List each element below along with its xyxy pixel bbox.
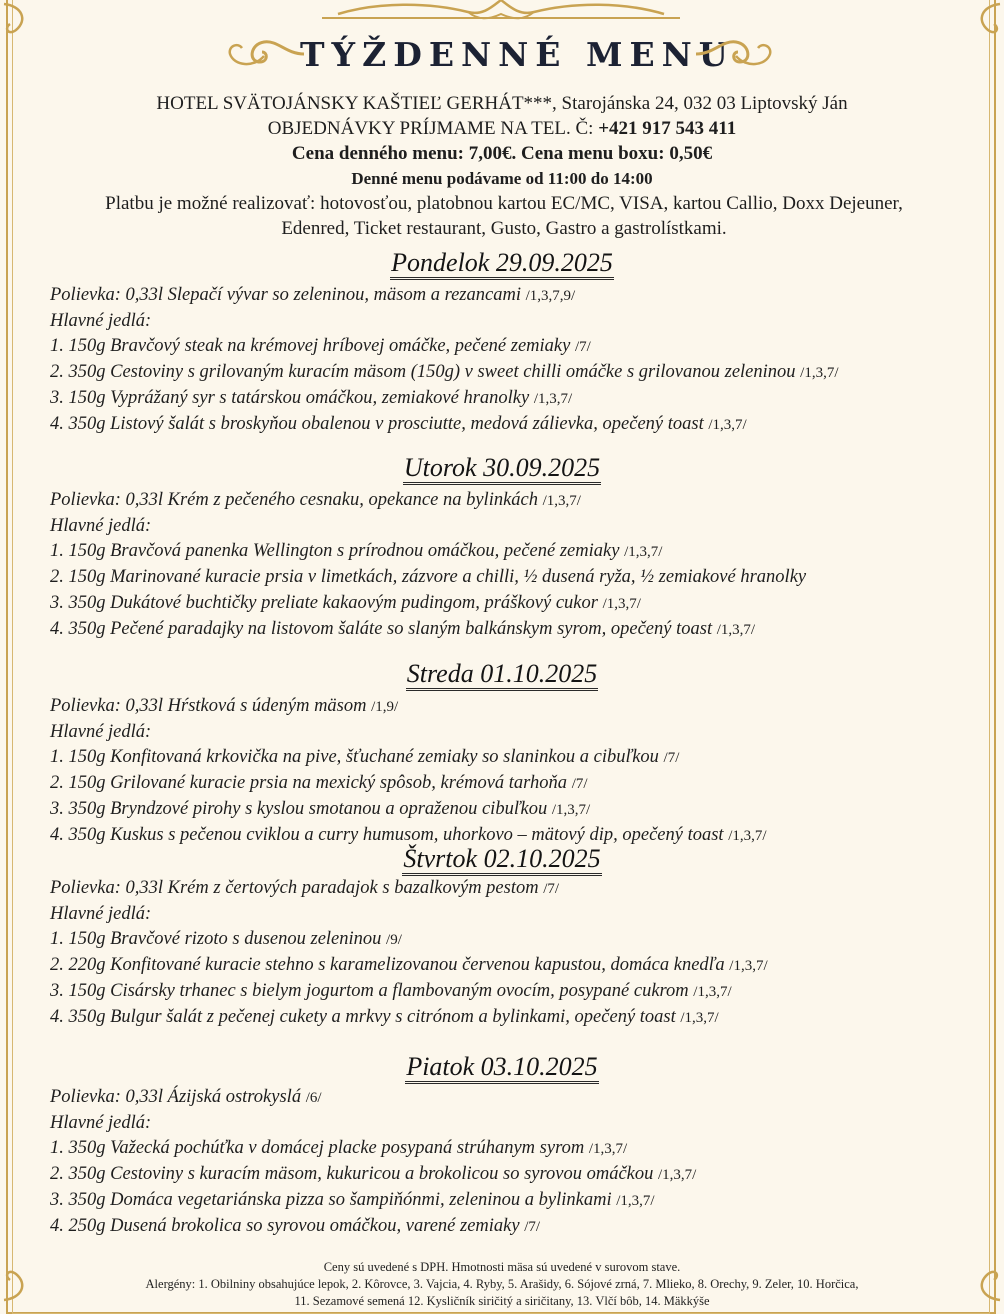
menu-item: 2. 350g Cestoviny s kuracím mäsom, kukuricou a brokolicou so syrovou omáčkou /1,3,7/ [50,1164,697,1184]
day-menu [50,488,970,643]
menu-item: 2. 220g Konfitované kuracie stehno s karamelizovanou červenou kapustou, domáca knedľa /1,3,7/ [50,955,768,975]
title-row [0,30,1004,80]
swirl-right-ornament [694,36,774,72]
menu-item: 4. 350g Kuskus s pečenou cviklou a curry humusom, uhorkovo – mätový dip, opečený toast /1,3,7/ [50,825,767,845]
menu-item: 1. 150g Konfitovaná krkovička na pive, šťuchané zemiaky so slaninkou a cibuľkou /7/ [50,747,680,767]
main-label: Hlavné jedlá: [50,1113,152,1133]
menu-item: 4. 350g Listový šalát s broskyňou obalenou v prosciutte, medová zálievka, opečený toast /1,3,7/ [50,414,747,434]
header-info [40,91,964,241]
soup-line: Polievka: 0,33l Krém z čertových paradajok s bazalkovým pestom /7/ [50,878,560,898]
menu-item: 1. 150g Bravčové rizoto s dusenou zeleninou /9/ [50,929,402,949]
allergen-list-continued: 11. Sezamové semená 12. Kysličník siričitý a siričitany, 13. Vlčí bôb, 14. Mäkkýše [294,1294,710,1308]
order-line [40,116,964,141]
price-note: Ceny sú uvedené s DPH. Hmotnosti mäsa sú uvedené v surovom stave. [323,1260,681,1274]
price-info: Cena denného menu: 7,00€. Cena menu boxu: 0,50€ [291,143,713,164]
main-label: Hlavné jedlá: [50,904,152,924]
allergen-list: Alergény: 1. Obilniny obsahujúce lepok, 2. Kôrovce, 3. Vajcia, 4. Ryby, 5. Arašidy, 6. Sójové zrná, 7. Mlieko, 8. Orechy, 9. Zeler, 10. Horčica, [145,1277,859,1291]
menu-item: 2. 350g Cestoviny s grilovaným kuracím mäsom (150g) v sweet chilli omáčke s grilovanou zeleninou /1,3,7/ [50,362,839,382]
menu-title: TÝŽDENNÉ MENU [300,35,735,74]
top-ornament [318,0,684,24]
menu-item: 3. 350g Domáca vegetariánska pizza so šampiňónmi, zeleninou a bylinkami /1,3,7/ [50,1190,655,1210]
soup-line: Polievka: 0,33l Slepačí vývar so zeleninou, mäsom a rezancami /1,3,7,9/ [50,285,576,305]
phone-number: +421 917 543 411 [598,118,737,139]
main-label: Hlavné jedlá: [50,311,152,331]
menu-item: 2. 150g Marinované kuracie prsia v limetkách, zázvore a chilli, ½ dusená ryža, ½ zemiakové hranolky [50,567,807,587]
footer [40,1259,964,1310]
payment-info: Platbu je možné realizovať: hotovosťou, platobnou kartou EC/MC, VISA, kartou Callio, Doxx Dejeuner, Edenred, Ticket restaurant, Gusto, Gastro a gastrolístkami. [105,193,903,239]
main-label: Hlavné jedlá: [50,722,152,742]
swirl-left-ornament [226,36,306,72]
corner-ornament-bottom-left [0,1244,40,1304]
menu-item: 2. 150g Grilované kuracie prsia na mexický spôsob, krémová tarhoňa /7/ [50,773,588,793]
day-menu [50,876,970,1031]
corner-ornament-bottom-right [964,1244,1004,1304]
day-menu [50,283,970,438]
soup-line: Polievka: 0,33l Ázijská ostrokyslá /6/ [50,1087,322,1107]
menu-item: 4. 250g Dusená brokolica so syrovou omáčkou, varené zemiaky /7/ [50,1216,541,1236]
menu-item: 3. 350g Bryndzové pirohy s kyslou smotanou a opraženou cibuľkou /1,3,7/ [50,799,591,819]
menu-item: 3. 150g Cisársky trhanec s bielym jogurtom a flambovaným ovocím, posypané cukrom /1,3,7/ [50,981,732,1001]
day-menu [50,694,970,849]
order-label: OBJEDNÁVKY PRÍJMAME NA TEL. Č: [267,118,599,139]
day-title: Utorok 30.09.2025 [0,453,1004,485]
menu-item: 3. 150g Vyprážaný syr s tatárskou omáčkou, zemiakové hranolky /1,3,7/ [50,388,573,408]
menu-item: 1. 150g Bravčový steak na krémovej hríbovej omáčke, pečené zemiaky /7/ [50,336,591,356]
menu-item: 4. 350g Bulgur šalát z pečenej cukety a mrkvy s citrónom a bylinkami, opečený toast /1,3,7/ [50,1007,719,1027]
day-title: Pondelok 29.09.2025 [0,248,1004,280]
menu-item: 1. 150g Bravčová panenka Wellington s prírodnou omáčkou, pečené zemiaky /1,3,7/ [50,541,663,561]
menu-item: 3. 350g Dukátové buchtičky preliate kakaovým pudingom, práškový cukor /1,3,7/ [50,593,641,613]
soup-line: Polievka: 0,33l Hŕstková s údeným mäsom /1,9/ [50,696,399,716]
day-title: Štvrtok 02.10.2025 [0,844,1004,876]
menu-item: 1. 350g Važecká pochúťka v domácej placke posypaná strúhanym syrom /1,3,7/ [50,1138,628,1158]
serving-hours: Denné menu podávame od 11:00 do 14:00 [351,169,653,188]
day-title: Streda 01.10.2025 [0,659,1004,691]
hotel-address: HOTEL SVÄTOJÁNSKY KAŠTIEĽ GERHÁT***, Starojánska 24, 032 03 Liptovský Ján [156,93,848,114]
day-menu [50,1085,970,1240]
main-label: Hlavné jedlá: [50,516,152,536]
soup-line: Polievka: 0,33l Krém z pečeného cesnaku, opekance na bylinkách /1,3,7/ [50,490,581,510]
day-title: Piatok 03.10.2025 [0,1052,1004,1084]
menu-item: 4. 350g Pečené paradajky na listovom šaláte so slaným balkánskym syrom, opečený toast /1,3,7/ [50,619,756,639]
